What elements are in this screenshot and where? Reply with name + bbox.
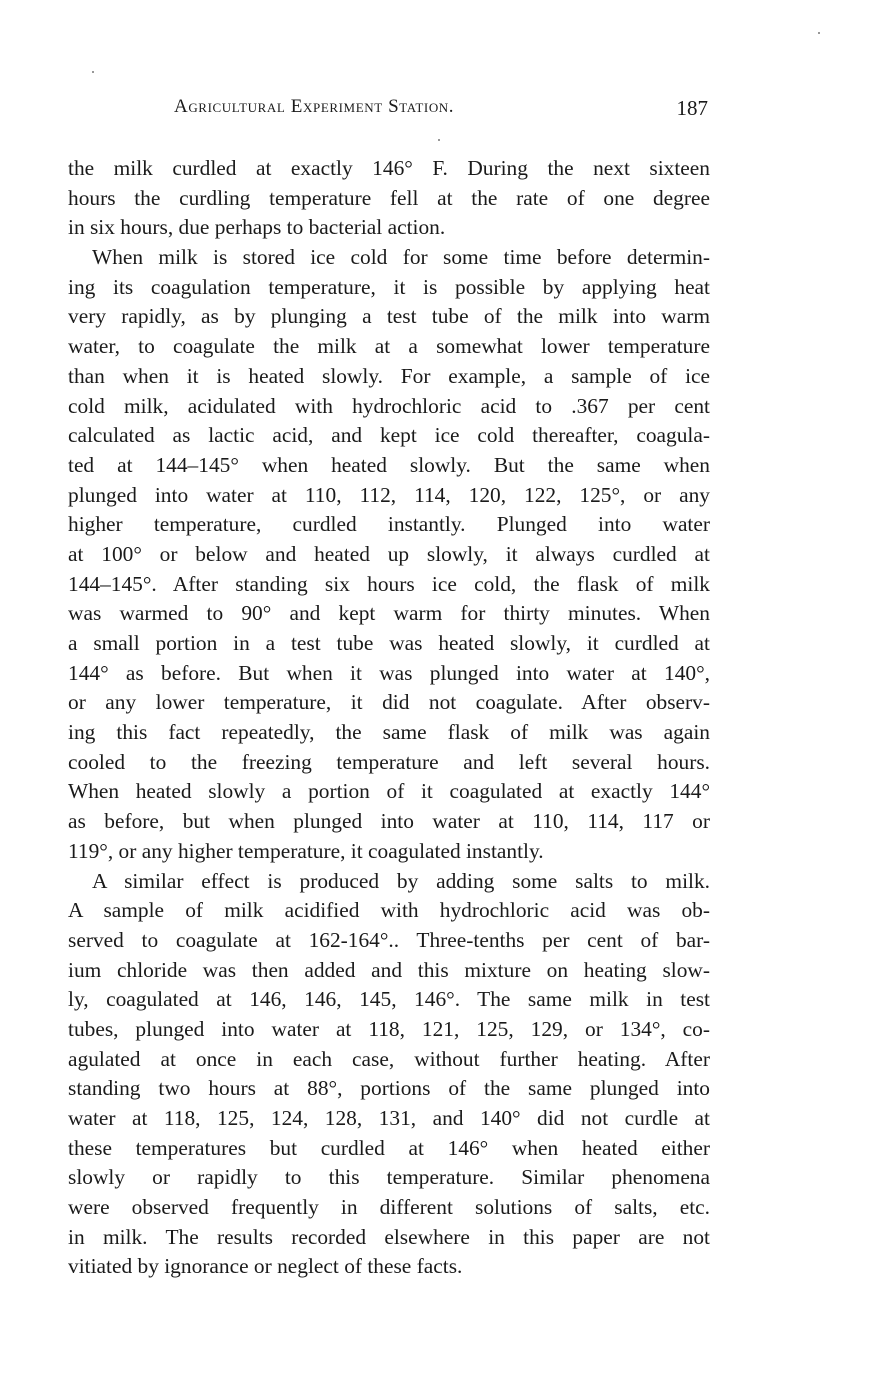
- text-line: cold milk, acidulated with hydrochloric acid to .367 per cent: [68, 393, 710, 418]
- scan-speck: [818, 32, 820, 34]
- text-line: standing two hours at 88°, portions of the same plunged into: [68, 1076, 710, 1101]
- text-line: slowly or rapidly to this temperature. Similar phenomena: [68, 1165, 710, 1190]
- text-line: as before, but when plunged into water at 110, 114, 117 or: [68, 809, 710, 834]
- text-line: A sample of milk acidified with hydrochloric acid was ob-: [68, 898, 710, 923]
- text-line: than when it is heated slowly. For example, a sample of ice: [68, 363, 710, 388]
- text-line: tubes, plunged into water at 118, 121, 125, 129, or 134°, co-: [68, 1016, 710, 1041]
- text-line: ium chloride was then added and this mixture on heating slow-: [68, 957, 710, 982]
- text-line: ing this fact repeatedly, the same flask of milk was again: [68, 720, 710, 745]
- scan-speck: [92, 71, 94, 73]
- text-line: were observed frequently in different solutions of salts, etc.: [68, 1195, 710, 1220]
- text-line: cooled to the freezing temperature and left several hours.: [68, 749, 710, 774]
- text-line: the milk curdled at exactly 146° F. During the next sixteen: [68, 156, 710, 180]
- text-line: these temperatures but curdled at 146° when heated either: [68, 1135, 710, 1160]
- text-line: When heated slowly a portion of it coagulated at exactly 144°: [68, 779, 710, 804]
- text-line: at 100° or below and heated up slowly, it always curdled at: [68, 541, 710, 566]
- text-line: served to coagulate at 162-164°.. Three-tenths per cent of bar-: [68, 927, 710, 952]
- text-line: vitiated by ignorance or neglect of these facts.: [68, 1254, 463, 1279]
- text-line: 144° as before. But when it was plunged into water at 140°,: [68, 660, 710, 685]
- text-line: hours the curdling temperature fell at the rate of one degree: [68, 185, 710, 210]
- text-line: ly, coagulated at 146, 146, 145, 146°. The same milk in test: [68, 987, 710, 1012]
- text-line: ted at 144–145° when heated slowly. But the same when: [68, 452, 710, 477]
- text-line: 119°, or any higher temperature, it coagulated instantly.: [68, 838, 544, 863]
- text-line: water, to coagulate the milk at a somewhat lower temperature: [68, 334, 710, 359]
- text-line: When milk is stored ice cold for some time before determin-: [92, 245, 710, 270]
- text-line: ing its coagulation temperature, it is possible by applying heat: [68, 274, 710, 299]
- text-line: a small portion in a test tube was heated slowly, it curdled at: [68, 631, 710, 655]
- text-line: calculated as lactic acid, and kept ice cold thereafter, coagula-: [68, 423, 710, 448]
- text-line: A similar effect is produced by adding some salts to milk.: [92, 868, 710, 893]
- text-line: higher temperature, curdled instantly. Plunged into water: [68, 512, 710, 537]
- text-line: or any lower temperature, it did not coagulate. After observ-: [68, 690, 710, 715]
- text-line: agulated at once in each case, without further heating. After: [68, 1046, 710, 1071]
- text-line: was warmed to 90° and kept warm for thirty minutes. When: [68, 601, 710, 626]
- text-line: very rapidly, as by plunging a test tube of the milk into warm: [68, 304, 710, 329]
- body-text: [68, 154, 710, 1282]
- text-line: 144–145°. After standing six hours ice cold, the flask of milk: [68, 571, 710, 596]
- text-line: water at 118, 125, 124, 128, 131, and 140° did not curdle at: [68, 1106, 710, 1130]
- text-line: in milk. The results recorded elsewhere in this paper are not: [68, 1224, 710, 1249]
- text-line: plunged into water at 110, 112, 114, 120, 122, 125°, or any: [68, 482, 710, 507]
- running-head: [68, 96, 708, 128]
- text-line: in six hours, due perhaps to bacterial action.: [68, 215, 446, 240]
- scan-speck: [438, 139, 440, 141]
- running-title: Agricultural Experiment Station.: [174, 96, 455, 117]
- page-number: 187: [676, 96, 708, 120]
